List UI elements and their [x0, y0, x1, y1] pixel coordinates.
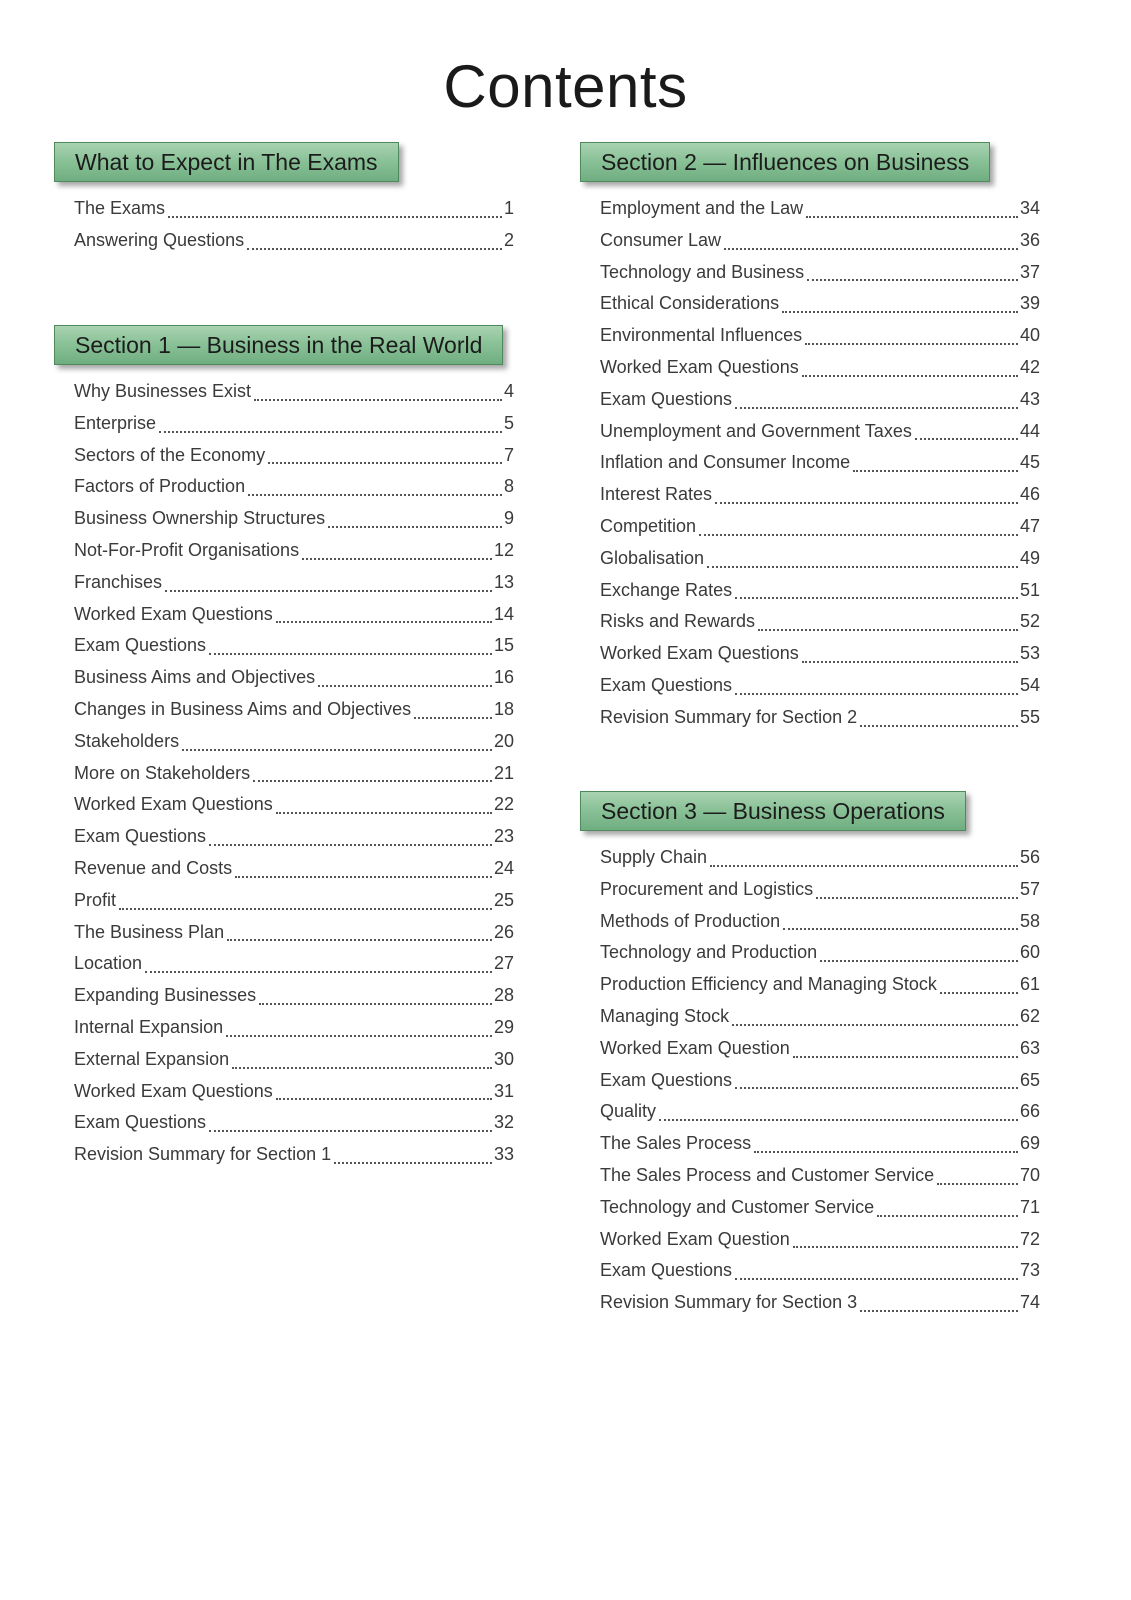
dot-leader: [732, 1023, 1018, 1026]
toc-entry-label: Not-For-Profit Organisations: [74, 539, 300, 560]
toc-entry-label: Technology and Business: [600, 261, 805, 282]
dot-leader: [254, 398, 502, 401]
toc-entry-page-number: 9: [503, 508, 514, 529]
toc-entry-label: Quality: [600, 1101, 657, 1122]
toc-entry-label: Exam Questions: [600, 388, 733, 409]
dot-leader: [793, 1245, 1018, 1248]
toc-entry[interactable]: [600, 1165, 1040, 1197]
toc-entry[interactable]: [74, 445, 514, 477]
dot-leader: [860, 1309, 1018, 1312]
dot-leader: [735, 406, 1018, 409]
toc-entry[interactable]: [600, 389, 1040, 421]
dot-leader: [816, 896, 1018, 899]
dot-leader: [802, 374, 1018, 377]
toc-entry[interactable]: [600, 262, 1040, 294]
toc-entry-page-number: 70: [1019, 1164, 1040, 1185]
toc-entry-page-number: 31: [493, 1080, 514, 1101]
toc-entry[interactable]: [74, 604, 514, 636]
toc-entry-page-number: 66: [1019, 1101, 1040, 1122]
toc-entry-page-number: 12: [493, 539, 514, 560]
toc-entry-label: Exam Questions: [600, 1069, 733, 1090]
toc-entry[interactable]: [74, 890, 514, 922]
toc-entry[interactable]: [74, 540, 514, 572]
toc-entry-page-number: 63: [1019, 1037, 1040, 1058]
section-heading: Section 1 — Business in the Real World: [54, 325, 503, 365]
toc-entry[interactable]: [600, 325, 1040, 357]
dot-leader: [209, 843, 492, 846]
dot-leader: [182, 748, 492, 751]
toc-entry-page-number: 26: [493, 921, 514, 942]
toc-entry-page-number: 30: [493, 1048, 514, 1069]
toc-entry[interactable]: [600, 974, 1040, 1006]
toc-entry-label: Business Aims and Objectives: [74, 667, 316, 688]
toc-entry[interactable]: [74, 572, 514, 604]
toc-entry[interactable]: [74, 508, 514, 540]
toc-entry-page-number: 8: [503, 476, 514, 497]
toc-entry-label: Worked Exam Questions: [74, 794, 273, 815]
toc-entry[interactable]: [74, 731, 514, 763]
toc-entry-page-number: 34: [1019, 198, 1040, 218]
section-3: [580, 791, 1040, 1324]
toc-entry-label: Exam Questions: [74, 826, 207, 847]
toc-entry[interactable]: [600, 1133, 1040, 1165]
toc-entry[interactable]: [74, 198, 514, 230]
toc-entry-label: Ethical Considerations: [600, 293, 780, 314]
dot-leader: [235, 875, 492, 878]
toc-entry[interactable]: [600, 230, 1040, 262]
dot-leader: [232, 1066, 492, 1069]
toc-entry-label: Business Ownership Structures: [74, 508, 326, 529]
dot-leader: [754, 1150, 1018, 1153]
toc-entry-page-number: 49: [1019, 547, 1040, 568]
dot-leader: [937, 1182, 1018, 1185]
toc-entry-page-number: 2: [503, 229, 514, 250]
toc-entry[interactable]: [600, 942, 1040, 974]
toc-entry-label: Exam Questions: [600, 674, 733, 695]
page-title: Contents: [443, 53, 688, 120]
toc-entry[interactable]: [74, 1112, 514, 1144]
toc-entry-page-number: 39: [1019, 293, 1040, 314]
dot-leader: [659, 1118, 1018, 1121]
dot-leader: [782, 310, 1018, 313]
toc-entry-page-number: 40: [1019, 325, 1040, 346]
toc-entry[interactable]: [600, 1197, 1040, 1229]
dot-leader: [853, 469, 1018, 472]
dot-leader: [159, 430, 502, 433]
toc-entry[interactable]: [600, 879, 1040, 911]
toc-entry-page-number: 13: [493, 571, 514, 592]
dot-leader: [414, 716, 492, 719]
toc-entry-label: External Expansion: [74, 1048, 230, 1069]
toc-entry-label: Exam Questions: [600, 1260, 733, 1281]
toc-entry-page-number: 25: [493, 889, 514, 910]
dot-leader: [209, 1129, 492, 1132]
toc-entry-page-number: 71: [1019, 1196, 1040, 1217]
dot-leader: [699, 533, 1018, 536]
toc-entry[interactable]: [74, 826, 514, 858]
toc-entry-page-number: 24: [493, 857, 514, 878]
toc-entry-label: Revision Summary for Section 1: [74, 1144, 332, 1165]
toc-entry[interactable]: [600, 1101, 1040, 1133]
dot-leader: [227, 938, 492, 941]
toc-entry-page-number: 65: [1019, 1069, 1040, 1090]
toc-entry-page-number: 22: [493, 794, 514, 815]
toc-entry-page-number: 5: [503, 412, 514, 433]
dot-leader: [915, 437, 1018, 440]
dot-leader: [119, 907, 492, 910]
toc-entry-label: Revenue and Costs: [74, 857, 233, 878]
toc-entry-label: Unemployment and Government Taxes: [600, 420, 912, 441]
toc-entry-label: Competition: [600, 515, 697, 536]
toc-entry-page-number: 7: [503, 444, 514, 465]
toc-entry[interactable]: [600, 293, 1040, 325]
toc-entry[interactable]: [74, 922, 514, 954]
dot-leader: [724, 247, 1018, 250]
toc-entry-label: Revision Summary for Section 2: [600, 706, 858, 727]
toc-entry-label: Worked Exam Questions: [74, 1080, 273, 1101]
toc-entry-label: Technology and Production: [600, 942, 818, 963]
toc-entry[interactable]: [74, 858, 514, 890]
toc-entry-page-number: 51: [1019, 579, 1040, 600]
toc-entry[interactable]: [74, 699, 514, 731]
toc-entry-label: Procurement and Logistics: [600, 878, 814, 899]
toc-entry-page-number: 18: [493, 698, 514, 719]
toc-entry[interactable]: [74, 635, 514, 667]
dot-leader: [268, 461, 502, 464]
dot-leader: [168, 215, 502, 218]
toc-entry[interactable]: [600, 847, 1040, 879]
toc-entry-label: Employment and the Law: [600, 198, 804, 218]
toc-entry[interactable]: [600, 516, 1040, 548]
toc-entry-page-number: 73: [1019, 1260, 1040, 1281]
toc-entry[interactable]: [600, 1006, 1040, 1038]
dot-leader: [276, 811, 492, 814]
toc-entry-label: Worked Exam Question: [600, 1037, 790, 1058]
dot-leader: [940, 991, 1018, 994]
toc-entry[interactable]: [600, 198, 1040, 230]
toc-entry-page-number: 61: [1019, 974, 1040, 995]
toc-entry[interactable]: [74, 230, 514, 262]
toc-entry-page-number: 16: [493, 667, 514, 688]
toc-entry[interactable]: [74, 763, 514, 795]
dot-leader: [877, 1214, 1018, 1217]
toc-entry-page-number: 62: [1019, 1005, 1040, 1026]
toc-entry[interactable]: [74, 1049, 514, 1081]
toc-entry[interactable]: [600, 911, 1040, 943]
toc-entry-label: Environmental Influences: [600, 325, 803, 346]
toc-entry[interactable]: [600, 1038, 1040, 1070]
section-what-to-expect: [54, 142, 514, 262]
toc-entry-label: Supply Chain: [600, 847, 708, 867]
dot-leader: [334, 1161, 492, 1164]
toc-entry[interactable]: [600, 357, 1040, 389]
dot-leader: [802, 660, 1018, 663]
toc-entry-page-number: 69: [1019, 1133, 1040, 1154]
toc-entry-page-number: 54: [1019, 674, 1040, 695]
toc-entry-label: The Exams: [74, 198, 166, 218]
toc-entry[interactable]: [600, 580, 1040, 612]
toc-entry-label: Stakeholders: [74, 730, 180, 751]
toc-entry-page-number: 42: [1019, 356, 1040, 377]
toc-entry[interactable]: [600, 484, 1040, 516]
toc-entry-page-number: 56: [1019, 847, 1040, 867]
toc-entry[interactable]: [600, 452, 1040, 484]
dot-leader: [735, 1277, 1018, 1280]
dot-leader: [793, 1055, 1018, 1058]
toc-list: [580, 847, 1040, 1324]
toc-entry-page-number: 14: [493, 603, 514, 624]
toc-entry-page-number: 23: [493, 826, 514, 847]
dot-leader: [805, 342, 1018, 345]
toc-entry[interactable]: [600, 548, 1040, 580]
toc-entry-label: Managing Stock: [600, 1005, 730, 1026]
toc-entry-label: Risks and Rewards: [600, 611, 756, 632]
toc-entry-label: Inflation and Consumer Income: [600, 452, 851, 473]
toc-entry-page-number: 20: [493, 730, 514, 751]
dot-leader: [165, 589, 492, 592]
toc-entry[interactable]: [600, 1292, 1040, 1324]
toc-entry[interactable]: [600, 1260, 1040, 1292]
section-2: [580, 142, 1040, 739]
toc-entry-page-number: 47: [1019, 515, 1040, 536]
dot-leader: [209, 652, 492, 655]
toc-entry-label: Answering Questions: [74, 229, 245, 250]
toc-entry-label: The Sales Process: [600, 1133, 752, 1154]
toc-entry[interactable]: [600, 611, 1040, 643]
toc-entry-label: Why Businesses Exist: [74, 381, 252, 401]
toc-entry-page-number: 36: [1019, 229, 1040, 250]
toc-entry-label: Factors of Production: [74, 476, 246, 497]
dot-leader: [715, 501, 1018, 504]
toc-entry-label: Location: [74, 953, 143, 974]
toc-entry-label: Worked Exam Questions: [600, 643, 799, 664]
dot-leader: [248, 493, 502, 496]
dot-leader: [806, 215, 1018, 218]
dot-leader: [276, 620, 492, 623]
dot-leader: [735, 692, 1018, 695]
toc-entry-page-number: 58: [1019, 910, 1040, 931]
dot-leader: [758, 628, 1018, 631]
toc-entry-page-number: 57: [1019, 878, 1040, 899]
toc-entry[interactable]: [600, 1070, 1040, 1102]
toc-entry-label: Revision Summary for Section 3: [600, 1292, 858, 1313]
toc-entry[interactable]: [600, 421, 1040, 453]
toc-entry[interactable]: [74, 985, 514, 1017]
toc-entry-label: Production Efficiency and Managing Stock: [600, 974, 937, 995]
toc-entry-label: Exam Questions: [74, 1112, 207, 1133]
dot-leader: [735, 1086, 1018, 1089]
toc-entry-page-number: 74: [1019, 1292, 1040, 1313]
dot-leader: [328, 525, 502, 528]
dot-leader: [820, 959, 1018, 962]
toc-entry-page-number: 37: [1019, 261, 1040, 282]
dot-leader: [145, 970, 492, 973]
toc-entry[interactable]: [74, 1081, 514, 1113]
toc-entry-label: Interest Rates: [600, 484, 713, 505]
toc-entry-label: Expanding Businesses: [74, 985, 257, 1006]
toc-entry-page-number: 27: [493, 953, 514, 974]
toc-list: [54, 198, 514, 262]
dot-leader: [707, 565, 1018, 568]
toc-entry[interactable]: [74, 381, 514, 413]
toc-entry-page-number: 53: [1019, 643, 1040, 664]
toc-entry-page-number: 72: [1019, 1228, 1040, 1249]
toc-entry[interactable]: [74, 413, 514, 445]
dot-leader: [259, 1002, 492, 1005]
toc-entry-label: Exchange Rates: [600, 579, 733, 600]
toc-entry-label: Methods of Production: [600, 910, 781, 931]
toc-entry-page-number: 28: [493, 985, 514, 1006]
toc-entry-label: Internal Expansion: [74, 1016, 224, 1037]
toc-entry-label: Worked Exam Questions: [74, 603, 273, 624]
toc-entry-label: Sectors of the Economy: [74, 444, 266, 465]
toc-entry-page-number: 4: [503, 381, 514, 401]
toc-entry-label: Changes in Business Aims and Objectives: [74, 698, 412, 719]
dot-leader: [783, 927, 1018, 930]
dot-leader: [735, 596, 1018, 599]
toc-entry-label: Profit: [74, 889, 117, 910]
toc-entry[interactable]: [74, 1017, 514, 1049]
section-heading: Section 2 — Influences on Business: [580, 142, 990, 182]
toc-entry[interactable]: [600, 1229, 1040, 1261]
toc-entry-page-number: 60: [1019, 942, 1040, 963]
toc-entry-label: Franchises: [74, 571, 163, 592]
toc-entry-label: More on Stakeholders: [74, 762, 251, 783]
toc-entry[interactable]: [600, 643, 1040, 675]
toc-entry-page-number: 15: [493, 635, 514, 656]
dot-leader: [807, 278, 1018, 281]
toc-entry-page-number: 21: [493, 762, 514, 783]
toc-entry[interactable]: [74, 1144, 514, 1176]
toc-entry[interactable]: [74, 953, 514, 985]
toc-entry-label: Consumer Law: [600, 229, 722, 250]
toc-list: [580, 198, 1040, 739]
toc-entry-label: The Business Plan: [74, 921, 225, 942]
dot-leader: [253, 779, 492, 782]
dot-leader: [710, 864, 1018, 867]
toc-entry-label: Technology and Customer Service: [600, 1196, 875, 1217]
toc-entry[interactable]: [600, 707, 1040, 739]
toc-entry[interactable]: [74, 476, 514, 508]
dot-leader: [226, 1034, 492, 1037]
toc-entry-page-number: 55: [1019, 706, 1040, 727]
toc-entry[interactable]: [600, 675, 1040, 707]
toc-entry-label: Worked Exam Question: [600, 1228, 790, 1249]
toc-entry-page-number: 46: [1019, 484, 1040, 505]
toc-entry-label: Worked Exam Questions: [600, 356, 799, 377]
toc-entry-label: Globalisation: [600, 547, 705, 568]
toc-entry-page-number: 52: [1019, 611, 1040, 632]
toc-entry-page-number: 45: [1019, 452, 1040, 473]
dot-leader: [247, 247, 502, 250]
dot-leader: [276, 1097, 492, 1100]
dot-leader: [318, 684, 492, 687]
toc-list: [54, 381, 514, 1176]
toc-entry-page-number: 44: [1019, 420, 1040, 441]
toc-entry-page-number: 29: [493, 1016, 514, 1037]
toc-entry-page-number: 1: [503, 198, 514, 218]
toc-entry-page-number: 33: [493, 1144, 514, 1165]
toc-entry[interactable]: [74, 794, 514, 826]
section-1: [54, 325, 514, 1176]
dot-leader: [302, 557, 492, 560]
toc-entry-page-number: 43: [1019, 388, 1040, 409]
section-heading: What to Expect in The Exams: [54, 142, 399, 182]
section-heading: Section 3 — Business Operations: [580, 791, 966, 831]
toc-entry-page-number: 32: [493, 1112, 514, 1133]
dot-leader: [860, 724, 1018, 727]
toc-entry-label: Enterprise: [74, 412, 157, 433]
toc-entry[interactable]: [74, 667, 514, 699]
toc-entry-label: Exam Questions: [74, 635, 207, 656]
toc-entry-label: The Sales Process and Customer Service: [600, 1164, 935, 1185]
